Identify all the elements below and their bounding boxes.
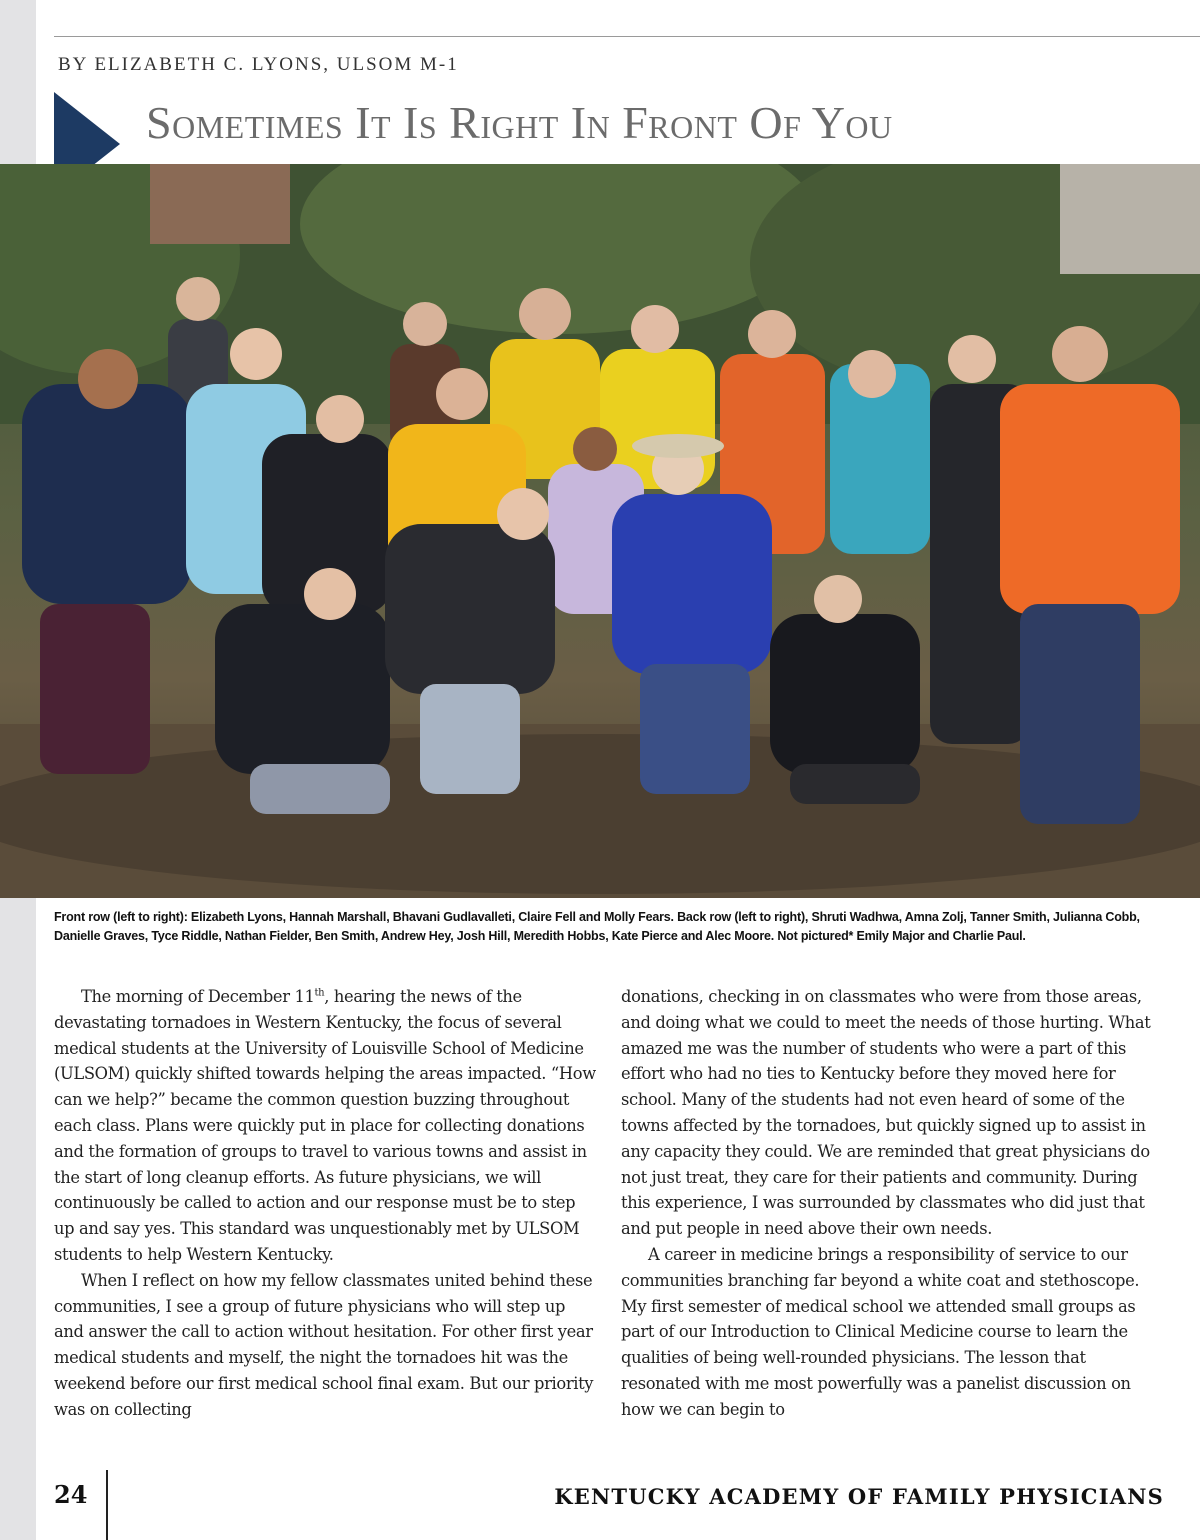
article-title: Sometimes It Is Right In Front Of You <box>146 97 893 148</box>
photo-caption: Front row (left to right): Elizabeth Lyons, Hannah Marshall, Bhavani Gudlavalleti, Claire Fell and Molly Fears. Back row (left to right), Shruti Wadhwa, Amna Zolj, Tanner Smith, Julianna Cobb, Danielle Graves, Tyce Riddle, Nathan Fielder, Ben Smith, Andrew Hey, Josh Hill, Meredith Hobbs, Kate Pierce and Alec Moore. Not pictured* Emily Major and Charlie Paul. <box>54 910 1140 943</box>
superscript: th <box>314 987 325 999</box>
article-column-right <box>621 984 1166 1423</box>
person <box>22 349 192 774</box>
article-paragraph: A career in medicine brings a responsibility of service to our communities branching far beyond a white coat and stethoscope. My first semester of medical school we attended small groups as part of our Introduction to Clinical Medicine course to learn the qualities of being well-rounded physicians. The lesson that resonated with me most powerfully was a panelist discussion on how we can begin to <box>621 1244 1140 1419</box>
publication-name: KENTUCKY ACADEMY OF FAMILY PHYSICIANS <box>554 1484 1164 1509</box>
house-shape <box>150 164 290 244</box>
article-paragraph <box>54 984 599 1268</box>
article-paragraph: When I reflect on how my fellow classmates united behind these communities, I see a group of future physicians who will step up and answer the call to action without hesitation. For other first year medical students and myself, the night the tornadoes hit was the weekend before our first medical school final exam. But our priority was on collecting <box>54 1270 594 1419</box>
paragraph-text: , hearing the news of the devastating tornadoes in Western Kentucky, the focus of several medical students at the University of Louisville School of Medicine (ULSOM) quickly shifted towards helping the areas impacted. “How can we help?” became the common question buzzing throughout each class. Plans were quickly put in place for collecting donations and the formation of groups to travel to various towns and assist in the start of long cleanup efforts. As future physicians, we will continuously be called to action and our response must be to step up and say yes. This standard was unquestionably met by ULSOM students to help Western Kentucky. <box>54 987 596 1264</box>
byline: BY ELIZABETH C. LYONS, ULSOM M-1 <box>58 54 459 75</box>
page-number: 24 <box>54 1480 88 1509</box>
article-column-left <box>54 984 599 1423</box>
top-divider <box>54 36 1200 37</box>
article-paragraph: donations, checking in on classmates who were from those areas, and doing what we could to meet the needs of those hurting. What amazed me was the number of students who were a part of this effort who had no ties to Kentucky before they moved here for school. Many of the students had not even heard of some of the towns affected by the tornadoes, but quickly signed up to assist in any capacity they could. We are reminded that great physicians do not just treat, they care for their patients and community. During this experience, I was surrounded by classmates who did just that and put people in need above their own needs. <box>621 987 1151 1239</box>
house-shape <box>1060 164 1200 274</box>
footer-divider <box>106 1470 108 1540</box>
paragraph-text: The morning of December 11 <box>81 987 315 1006</box>
group-photo-illustration <box>0 164 1200 898</box>
person <box>830 350 930 554</box>
group-photo <box>0 164 1200 898</box>
person <box>770 575 920 804</box>
